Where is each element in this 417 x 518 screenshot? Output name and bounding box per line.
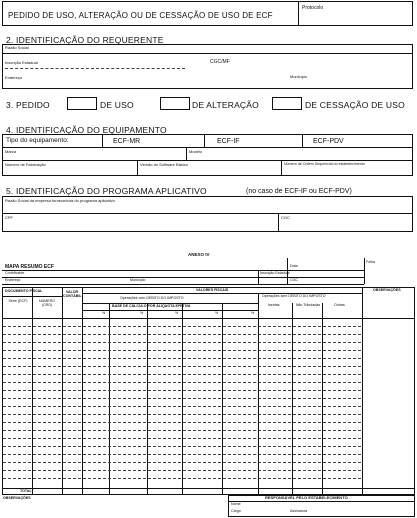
form-title: PEDIDO DE USO, ALTERAÇÃO OU DE CESSAÇÃO DE USO DE ECF (8, 11, 273, 20)
folha-label: Folha (366, 260, 375, 264)
mapa-resumo-title: MAPA RESUMO ECF (5, 264, 54, 270)
numero-header: NÚMERO (CRO) (39, 299, 55, 307)
nome-label: Nome (231, 502, 241, 506)
base-calculo-header: BASE DE CÁLCULO POR ALÍQUOTA EFETIVA (112, 304, 191, 308)
section-3-title: 3. PEDIDO (6, 100, 50, 110)
table-row (3, 414, 361, 415)
table-row (3, 342, 361, 343)
valores-fiscais-header: VALORES FISCAIS (196, 288, 229, 292)
table-row (3, 430, 361, 431)
observacoes-header: OBSERVAÇÕES (373, 288, 401, 292)
table-row (3, 398, 361, 399)
protocolo-label: Protocolo (302, 5, 324, 11)
table-row (3, 326, 361, 327)
tipo-ecf-if: ECF-IF (217, 138, 240, 145)
checkbox-alteracao[interactable] (160, 97, 190, 110)
tipo-ecf-mr: ECF-MR (113, 138, 141, 145)
numero-fabricacao-label: Número de Fabricação (5, 162, 46, 167)
razao-social-empresa-label: Razão Social da empresa fornecedora do programa aplicativo (5, 198, 115, 203)
pct-col-5: % (251, 311, 255, 315)
section-5-title: 5. IDENTIFICAÇÃO DO PROGRAMA APLICATIVO (6, 186, 207, 196)
table-row (3, 350, 361, 351)
option-uso-label: DE USO (100, 100, 134, 110)
assinatura-label: Assinatura (290, 509, 307, 513)
table-row (3, 366, 361, 367)
inscricao-estadual-label: Inscrição Estadual (5, 60, 38, 65)
table-row (3, 422, 361, 423)
table-row (3, 358, 361, 359)
pct-col-2: % (140, 311, 144, 315)
isentas-header: Isentas (268, 303, 280, 307)
numero-ordem-label: Número de Ordem Sequencial no estabelecimento (284, 162, 365, 166)
table-row (3, 334, 361, 335)
endereco-anexo-label: Endereço (5, 278, 21, 282)
versao-software-label: Versão do Software Básico (140, 162, 189, 167)
table-row (3, 470, 361, 471)
documento-fiscal-header: DOCUMENTO FISCAL (5, 289, 43, 293)
serie-header: Série (ECF) (8, 299, 28, 303)
cgc-aplicativo-label: CGC (281, 215, 290, 220)
pct-col-4: % (215, 311, 219, 315)
checkbox-cessacao[interactable] (272, 97, 302, 110)
contribuinte-label: Contribuinte (5, 271, 25, 275)
cgc-label: CGC/MF (210, 59, 230, 65)
section-4-title: 4. IDENTIFICAÇÃO DO EQUIPAMENTO (6, 125, 167, 135)
outras-header: Outras (334, 303, 345, 307)
table-row (3, 478, 361, 479)
table-row (3, 382, 361, 383)
pct-col-1: % (102, 311, 106, 315)
cgc-anexo-label: CGC (290, 278, 298, 282)
table-row (3, 374, 361, 375)
data-label: Data (290, 264, 298, 268)
municipio-label: Município (290, 74, 308, 79)
tipo-equipamento-label: Tipo do equipamento: (6, 137, 69, 144)
checkbox-uso[interactable] (67, 97, 97, 110)
marca-label: Marca (5, 149, 17, 154)
cargo-label: Cargo (231, 509, 241, 513)
cpf-label: CPF (5, 215, 13, 220)
table-row (3, 438, 361, 439)
anexo-title: ANEXO IV (188, 252, 210, 257)
operacoes-debito-header: Operações com DÉBITO DO IMPOSTO (120, 296, 184, 300)
table-row (3, 446, 361, 447)
inscricao-estadual-anexo-label: Inscrição Estadual (260, 271, 290, 275)
table-row (3, 454, 361, 455)
requerente-box (2, 44, 413, 89)
tipo-ecf-pdv: ECF-PDV (313, 138, 344, 145)
endereco-label: Endereço (5, 75, 23, 80)
valor-contabil-header: VALOR CONTÁBIL (63, 290, 82, 298)
razao-social-label: Razão Social (5, 45, 29, 50)
table-row (3, 390, 361, 391)
option-cessacao-label: DE CESSAÇÃO DE USO (305, 100, 405, 110)
table-row (3, 462, 361, 463)
pct-col-3: % (175, 311, 179, 315)
responsavel-label: RESPONSÁVEL PELO ESTABELECIMENTO (265, 495, 348, 500)
observacoes-footer-label: OBSERVAÇÕES (3, 496, 31, 500)
operacoes-sem-debito-header: Operações sem DÉBITO DO IMPOSTO (262, 294, 326, 298)
table-row (3, 406, 361, 407)
nao-tributadas-header: Não Tributadas (295, 303, 321, 307)
option-alteracao-label: DE ALTERAÇÃO (192, 100, 259, 110)
modelo-label: Modelo (189, 149, 203, 154)
section-5-subtitle: (no caso de ECF-IF ou ECF-PDV) (246, 188, 352, 195)
section-2-title: 2. IDENTIFICAÇÃO DO REQUERENTE (6, 35, 164, 45)
municipio-anexo-label: Município (130, 278, 146, 282)
total-label: TOTAL (20, 489, 32, 493)
